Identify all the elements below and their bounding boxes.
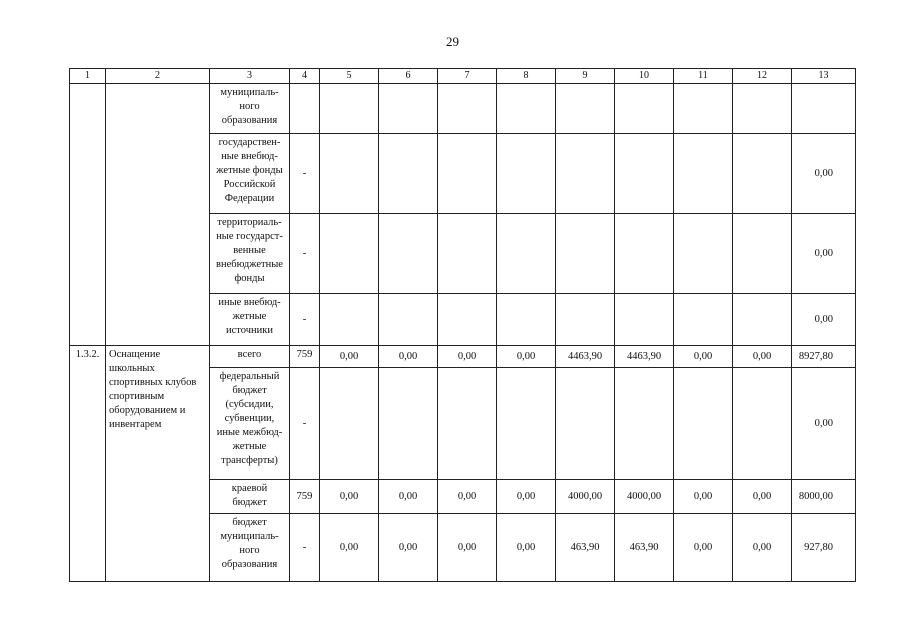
value-cell xyxy=(379,84,438,134)
item-number-cell xyxy=(70,84,106,346)
column-header-10: 10 xyxy=(615,69,674,84)
value-cell xyxy=(438,294,497,346)
value-cell: 463,90 xyxy=(556,514,615,582)
column-header-8: 8 xyxy=(497,69,556,84)
value-cell: 4000,00 xyxy=(615,480,674,514)
value-cell: 0,00 xyxy=(733,514,792,582)
value-cell xyxy=(379,214,438,294)
value-cell xyxy=(379,368,438,480)
value-cell: 0,00 xyxy=(674,514,733,582)
value-cell xyxy=(615,368,674,480)
code-cell: - xyxy=(290,368,320,480)
value-cell xyxy=(438,214,497,294)
value-cell: 0,00 xyxy=(497,480,556,514)
value-cell xyxy=(733,214,792,294)
value-cell xyxy=(556,368,615,480)
value-cell: 0,00 xyxy=(379,346,438,368)
funding-source: федеральный бюджет (субсидии, субвенции, иные межбюд- жетные трансферты) xyxy=(210,368,290,480)
value-cell xyxy=(615,134,674,214)
code-cell: - xyxy=(290,514,320,582)
value-cell xyxy=(320,368,379,480)
column-header-3: 3 xyxy=(210,69,290,84)
total-cell: 8927,80 xyxy=(792,346,856,368)
value-cell: 0,00 xyxy=(438,346,497,368)
column-header-4: 4 xyxy=(290,69,320,84)
funding-source: муниципаль- ного образования xyxy=(210,84,290,134)
funding-source: бюджет муниципаль- ного образования xyxy=(210,514,290,582)
value-cell: 0,00 xyxy=(438,480,497,514)
value-cell: 0,00 xyxy=(674,346,733,368)
value-cell xyxy=(438,134,497,214)
column-header-11: 11 xyxy=(674,69,733,84)
value-cell: 0,00 xyxy=(497,346,556,368)
code-cell: - xyxy=(290,134,320,214)
value-cell xyxy=(733,134,792,214)
value-cell: 0,00 xyxy=(733,346,792,368)
value-cell xyxy=(497,368,556,480)
value-cell xyxy=(556,214,615,294)
value-cell: 0,00 xyxy=(379,514,438,582)
value-cell: 0,00 xyxy=(320,514,379,582)
funding-source: всего xyxy=(210,346,290,368)
code-cell xyxy=(290,84,320,134)
value-cell xyxy=(556,134,615,214)
code-cell: 759 xyxy=(290,346,320,368)
value-cell xyxy=(556,294,615,346)
item-name: Оснащение школьных спортивных клубов спортивным оборудованием и инвентарем xyxy=(106,346,210,582)
funding-source: краевой бюджет xyxy=(210,480,290,514)
item-number: 1.3.2. xyxy=(70,346,106,582)
value-cell xyxy=(615,84,674,134)
value-cell xyxy=(320,294,379,346)
code-cell: 759 xyxy=(290,480,320,514)
total-cell xyxy=(792,84,856,134)
column-header-13: 13 xyxy=(792,69,856,84)
value-cell xyxy=(497,84,556,134)
total-cell: 927,80 xyxy=(792,514,856,582)
total-cell: 0,00 xyxy=(792,294,856,346)
total-cell: 0,00 xyxy=(792,214,856,294)
value-cell xyxy=(320,214,379,294)
total-cell: 8000,00 xyxy=(792,480,856,514)
value-cell xyxy=(379,134,438,214)
column-header-2: 2 xyxy=(106,69,210,84)
code-cell: - xyxy=(290,214,320,294)
column-header-5: 5 xyxy=(320,69,379,84)
value-cell xyxy=(674,84,733,134)
value-cell xyxy=(733,294,792,346)
value-cell: 4000,00 xyxy=(556,480,615,514)
value-cell xyxy=(320,134,379,214)
value-cell xyxy=(497,214,556,294)
column-header-9: 9 xyxy=(556,69,615,84)
value-cell: 0,00 xyxy=(320,480,379,514)
value-cell xyxy=(674,214,733,294)
code-cell: - xyxy=(290,294,320,346)
value-cell xyxy=(438,84,497,134)
total-cell: 0,00 xyxy=(792,134,856,214)
value-cell xyxy=(497,294,556,346)
value-cell xyxy=(497,134,556,214)
column-header-1: 1 xyxy=(70,69,106,84)
total-cell: 0,00 xyxy=(792,368,856,480)
value-cell xyxy=(674,294,733,346)
value-cell xyxy=(674,368,733,480)
value-cell: 0,00 xyxy=(497,514,556,582)
value-cell xyxy=(438,368,497,480)
value-cell xyxy=(379,294,438,346)
table-row xyxy=(70,84,856,134)
funding-source: государствен- ные внебюд- жетные фонды Российской Федерации xyxy=(210,134,290,214)
value-cell: 463,90 xyxy=(615,514,674,582)
column-header-12: 12 xyxy=(733,69,792,84)
value-cell: 0,00 xyxy=(379,480,438,514)
value-cell: 0,00 xyxy=(320,346,379,368)
value-cell xyxy=(733,368,792,480)
page-number: 29 xyxy=(446,34,459,49)
value-cell xyxy=(615,214,674,294)
value-cell: 0,00 xyxy=(733,480,792,514)
column-header-7: 7 xyxy=(438,69,497,84)
value-cell xyxy=(674,134,733,214)
funding-source: территориаль- ные государст- венные внебюджетные фонды xyxy=(210,214,290,294)
value-cell xyxy=(320,84,379,134)
funding-source: иные внебюд- жетные источники xyxy=(210,294,290,346)
value-cell xyxy=(556,84,615,134)
value-cell: 0,00 xyxy=(438,514,497,582)
value-cell: 0,00 xyxy=(674,480,733,514)
column-header-6: 6 xyxy=(379,69,438,84)
table-row xyxy=(70,346,856,368)
value-cell: 4463,90 xyxy=(615,346,674,368)
value-cell xyxy=(615,294,674,346)
budget-table xyxy=(69,68,856,582)
value-cell xyxy=(733,84,792,134)
header-row xyxy=(70,69,856,84)
item-name-cell xyxy=(106,84,210,346)
value-cell: 4463,90 xyxy=(556,346,615,368)
